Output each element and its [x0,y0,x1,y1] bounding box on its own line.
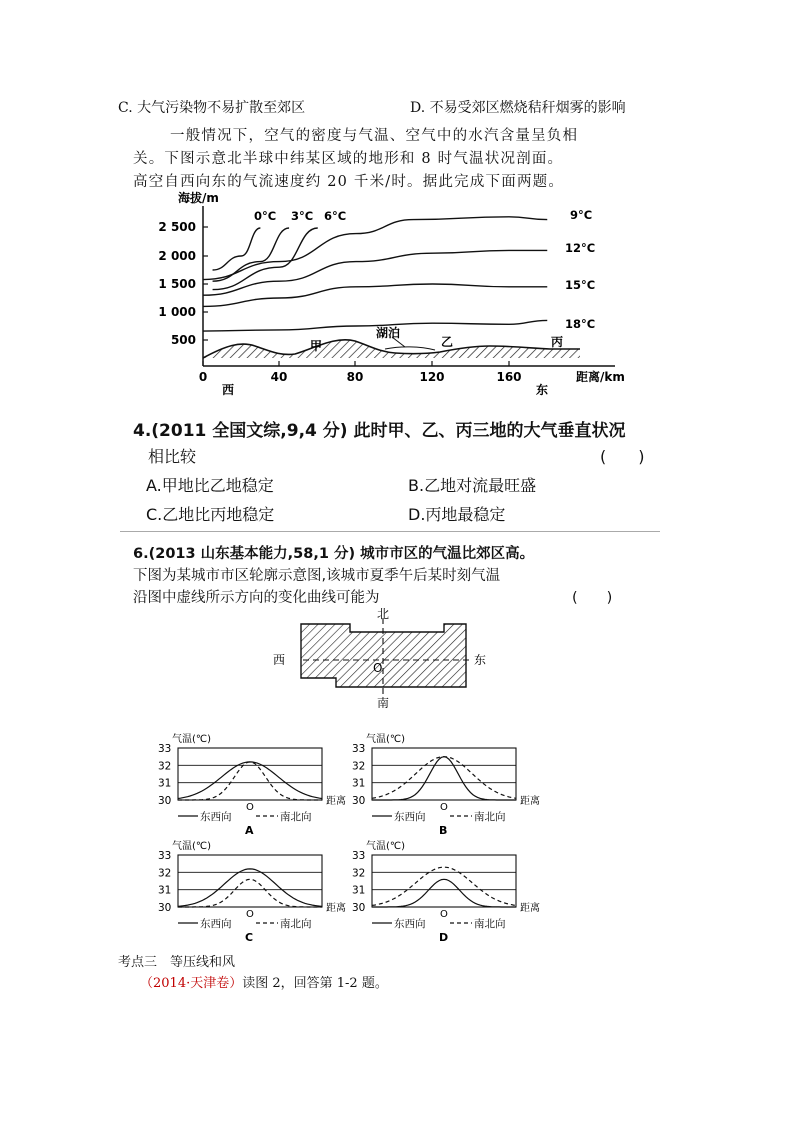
legend-north-south: 南北向 [280,811,312,823]
y-axis-title: 气温(℃) [172,734,212,745]
legend-north-south: 南北向 [474,811,506,823]
legend-east-west: 东西向 [394,918,426,930]
east-label: 东 [536,383,549,397]
section-line [140,972,388,991]
y-axis-title: 气温(℃) [366,841,406,852]
y-tick: 33 [158,743,172,755]
y-tick: 2 500 [158,220,196,234]
q4-option-c: C.乙地比丙地稳定 [146,505,275,524]
y-tick: 32 [158,760,172,773]
y-tick: 30 [158,795,172,807]
lake-surface [385,347,435,350]
y-axis-title: 气温(℃) [366,734,406,745]
q4-option-a: A.甲地比乙地稳定 [146,476,274,495]
small-chart-C [158,840,346,944]
west-label: 西 [273,653,286,667]
place-yi: 乙 [441,335,454,349]
isotherm-label: 9°C [570,208,593,222]
y-tick: 33 [352,743,366,755]
temperature-curve-options [140,728,570,946]
y-tick: 30 [352,795,366,807]
west-label: 西 [222,383,235,397]
intro-line-1: 一般情况下，空气的密度与气温、空气中的水汽含量呈负相 [170,128,579,144]
x-tick: 160 [496,370,522,384]
y-tick: 2 000 [158,249,196,263]
chart-frame [178,855,322,907]
y-tick: 31 [158,884,172,897]
x-axis-label: 距离 [520,903,540,914]
small-chart-D [352,840,540,944]
east-label: 东 [474,653,487,667]
intro-line-2: 关。下图示意北半球中纬某区域的地形和 8 时气温状况剖面。 [133,151,564,167]
option-label: A [245,824,254,837]
isotherm-3c [213,228,290,281]
legend-north-south: 南北向 [474,918,506,930]
option-label: C [245,931,254,944]
x-tick: 40 [270,370,288,384]
y-tick: 31 [352,884,366,897]
divider [120,531,660,532]
y-axis-title: 海拔/m [178,191,219,205]
legend-east-west: 东西向 [394,811,426,823]
isotherm-6c [213,228,318,290]
y-tick: 32 [352,867,366,880]
option-d-text: D. 不易受郊区燃烧秸秆烟雾的影响 [410,100,626,116]
q6-heading: 6.(2013 山东基本能力,58,1 分) 城市市区的气温比郊区高。 [133,546,535,562]
small-chart-A [158,733,346,837]
q6-line-3: 沿图中虚线所示方向的变化曲线可能为 [133,590,380,606]
q4-heading: 4.(2011 全国文综,9,4 分) 此时甲、乙、丙三地的大气垂直状况 [133,421,626,441]
center-label: O [373,661,383,675]
section-text: 读图 2，回答第 1-2 题。 [242,976,388,991]
legend-east-west: 东西向 [200,811,232,823]
origin-label: O [246,802,254,813]
y-tick: 1 500 [158,277,196,291]
north-south-curve [178,762,322,800]
isotherm-15c [203,284,547,306]
lake-label: 湖泊 [376,326,401,340]
intro-line-3: 高空自西向东的气流速度约 20 千米/时。据此完成下面两题。 [133,174,565,190]
y-tick: 32 [352,760,366,773]
chart-frame [372,748,516,800]
isotherm-label: 15°C [565,278,596,292]
origin-label: O [440,909,448,920]
north-label: 北 [377,607,390,621]
legend-east-west: 东西向 [200,918,232,930]
y-tick: 30 [352,902,366,914]
q6-line-2: 下图为某城市市区轮廓示意图,该城市夏季午后某时刻气温 [133,568,501,584]
q4-answer-paren: ( ) [600,447,645,466]
x-axis-label: 距离 [520,796,540,807]
q4-option-d: D.丙地最稳定 [408,505,506,524]
y-tick: 500 [170,333,196,347]
east-west-curve [178,762,322,799]
y-tick: 31 [158,777,172,790]
place-bing: 丙 [551,335,564,349]
isotherm-label: 18°C [565,317,596,331]
y-tick: 33 [352,850,366,862]
x-axis-label: 距离 [326,796,346,807]
y-tick: 1 000 [158,305,196,319]
option-c-text: C. 大气污染物不易扩散至郊区 [118,100,306,116]
place-jia: 甲 [310,339,323,353]
y-tick: 30 [158,902,172,914]
legend-north-south: 南北向 [280,918,312,930]
option-label: D [439,931,449,944]
q4-heading-cont: 相比较 [148,447,197,466]
small-chart-B [352,733,540,837]
north-south-curve [178,879,322,907]
q4-option-b: B.乙地对流最旺盛 [408,476,537,495]
city-outline-map [268,606,498,710]
x-tick: 0 [198,370,208,384]
x-axis-title: 距离/km [576,370,625,384]
origin-label: O [246,909,254,920]
section-source: （2014·天津卷） [140,976,243,991]
isotherm-label: 12°C [565,241,596,255]
x-tick: 80 [346,370,364,384]
isotherm-0c [213,228,261,270]
y-tick: 31 [352,777,366,790]
east-west-curve [372,879,516,907]
east-west-curve [372,757,516,800]
isotherm-label: 3°C [291,209,314,223]
y-tick: 33 [158,850,172,862]
isotherm-9c [203,217,547,280]
y-axis-title: 气温(℃) [172,841,212,852]
north-south-curve [372,867,516,905]
isotherm-label: 6°C [324,209,347,223]
origin-label: O [440,802,448,813]
x-tick: 120 [419,370,445,384]
terrain-hatch [203,340,580,358]
isotherm-series [203,217,547,331]
y-tick: 32 [158,867,172,880]
section-title: 考点三 等压线和风 [118,955,236,970]
option-label: B [439,824,448,837]
x-axis-label: 距离 [326,903,346,914]
south-label: 南 [377,696,390,710]
temperature-profile-chart [130,186,660,398]
east-west-curve [178,869,322,906]
q6-answer-paren: ( ) [572,590,613,606]
isotherm-label: 0°C [254,209,277,223]
north-south-curve [372,757,516,799]
